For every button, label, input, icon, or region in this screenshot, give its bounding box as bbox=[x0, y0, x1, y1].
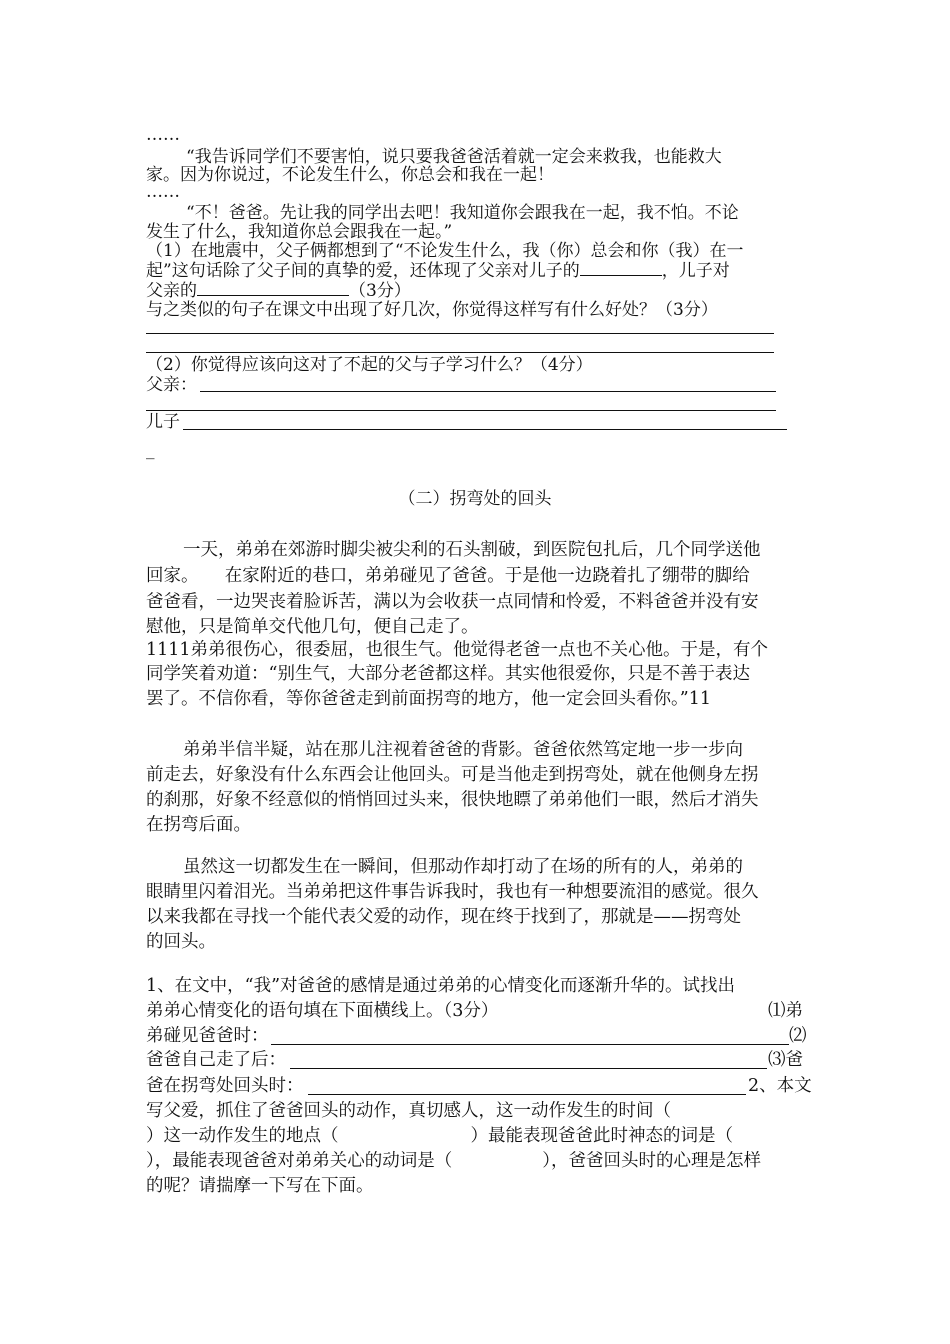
question-line: 的呢？请揣摩一下写在下面。 bbox=[146, 1176, 374, 1196]
paragraph-line: 弟弟半信半疑，站在那儿注视着爸爸的背影。爸爸依然笃定地一步一步向 bbox=[183, 740, 743, 760]
question-line: 弟碰见爸爸时： bbox=[146, 1026, 269, 1046]
question-2-text: （2）你觉得应该向这对了不起的父与子学习什么？（4分） bbox=[146, 355, 593, 375]
paragraph-line: 眼睛里闪着泪光。当弟弟把这件事告诉我时，我也有一种想要流泪的感觉。很久 bbox=[146, 882, 759, 902]
paragraph-line: 爸爸看，一边哭丧着脸诉苦，满以为会收获一点同情和怜爱，不料爸爸并没有安 bbox=[146, 592, 759, 612]
score-label: （3分） bbox=[349, 281, 411, 301]
quote-line: “我告诉同学们不要害怕，说只要我爸爸活着就一定会来救我，也能救大 bbox=[186, 147, 722, 167]
paragraph-line: 以来我都在寻找一个能代表父爱的动作，现在终于找到了，那就是——拐弯处 bbox=[146, 907, 741, 927]
paragraph-line: 的刹那，好象不经意似的悄悄回过头来，很快地瞟了弟弟他们一眼，然后才消失 bbox=[146, 790, 759, 810]
question-line: 爸在拐弯处回头时： bbox=[146, 1076, 304, 1096]
question-text: ）最能表现爸爸此时神态的词是（ bbox=[470, 1126, 733, 1146]
question-text: ，儿子对 bbox=[661, 261, 730, 281]
question-line bbox=[146, 1151, 761, 1171]
question-marker: ⑵ bbox=[789, 1026, 807, 1046]
paragraph-line: 1111弟弟很伤心，很委屈，也很生气。他觉得老爸一点也不关心他。于是，有个 bbox=[146, 640, 769, 660]
answer-line[interactable] bbox=[290, 1068, 767, 1069]
question-text: ），最能表现爸爸对弟弟关心的动词是（ bbox=[146, 1151, 453, 1171]
paragraph-line: 回家。 在家附近的巷口，弟弟碰见了爸爸。于是他一边跷着扎了绷带的脚给 bbox=[146, 566, 750, 586]
answer-blank[interactable] bbox=[197, 281, 349, 296]
paragraph-line: 同学笑着劝道：“别生气，大部分老爸都这样。其实他很爱你，只是不善于表达 bbox=[146, 664, 750, 684]
question-1-text: （1）在地震中，父子俩都想到了“不论发生什么，我（你）总会和你（我）在一 bbox=[146, 241, 744, 261]
answer-line[interactable] bbox=[183, 429, 787, 430]
question-marker: 2、本文 bbox=[748, 1076, 812, 1096]
paragraph-line: 一天，弟弟在郊游时脚尖被尖利的石头割破，到医院包扎后，几个同学送他 bbox=[183, 540, 761, 560]
answer-line[interactable] bbox=[271, 1044, 789, 1045]
question-text: 父亲的 bbox=[146, 281, 197, 301]
question-line: 爸爸自己走了后： bbox=[146, 1050, 286, 1070]
answer-line[interactable] bbox=[308, 1094, 746, 1095]
answer-line[interactable] bbox=[200, 391, 776, 392]
answer-line[interactable] bbox=[146, 410, 776, 411]
question-1-text bbox=[146, 261, 730, 281]
question-marker: ⑴弟 bbox=[768, 1001, 803, 1021]
son-label: 儿子 bbox=[146, 412, 180, 432]
paragraph-line: 虽然这一切都发生在一瞬间，但那动作却打动了在场的所有的人，弟弟的 bbox=[183, 857, 743, 877]
paragraph-line: 慰他，只是简单交代他几句，便自己走了。 bbox=[146, 617, 479, 637]
stray-mark: _ bbox=[146, 440, 155, 460]
quote-line: 发生了什么，我知道你总会跟我在一起。” bbox=[146, 222, 453, 242]
paragraph-line: 罢了。不信你看，等你爸爸走到前面拐弯的地方，他一定会回头看你。”11 bbox=[146, 689, 711, 709]
paragraph-line: 前走去，好象没有什么东西会让他回头。可是当他走到拐弯处，就在他侧身左拐 bbox=[146, 765, 759, 785]
ellipsis: …… bbox=[146, 182, 180, 202]
question-line bbox=[146, 1126, 733, 1146]
paragraph-line: 的回头。 bbox=[146, 932, 216, 952]
question-line: 1、在文中，“我”对爸爸的感情是通过弟弟的心情变化而逐渐升华的。试找出 bbox=[146, 976, 736, 996]
question-text: ），爸爸回头时的心理是怎样 bbox=[542, 1151, 761, 1171]
question-text: ）这一动作发生的地点（ bbox=[146, 1126, 339, 1146]
quote-line: “不！爸爸。先让我的同学出去吧！我知道你会跟我在一起，我不怕。不论 bbox=[186, 203, 739, 223]
question-line: 写父爱，抓住了爸爸回头的动作，真切感人，这一动作发生的时间（ bbox=[146, 1101, 671, 1121]
paragraph-line: 在拐弯后面。 bbox=[146, 815, 251, 835]
quote-line: 家。因为你说过，不论发生什么，你总会和我在一起！ bbox=[146, 165, 554, 185]
question-text: 起”这句话除了父子间的真挚的爱，还体现了父亲对儿子的 bbox=[146, 261, 580, 281]
question-1-text bbox=[146, 281, 411, 301]
answer-line[interactable] bbox=[146, 333, 774, 334]
father-label: 父亲： bbox=[146, 375, 197, 395]
answer-line[interactable] bbox=[146, 352, 774, 353]
question-line: 弟弟心情变化的语句填在下面横线上。（3分） bbox=[146, 1001, 499, 1021]
question-marker: ⑶爸 bbox=[768, 1050, 803, 1070]
section-title: （二）拐弯处的回头 bbox=[398, 489, 552, 509]
ellipsis: …… bbox=[146, 125, 180, 145]
answer-blank[interactable] bbox=[580, 261, 662, 276]
question-1-text: 与之类似的句子在课文中出现了好几次，你觉得这样写有什么好处？（3分） bbox=[146, 300, 718, 320]
